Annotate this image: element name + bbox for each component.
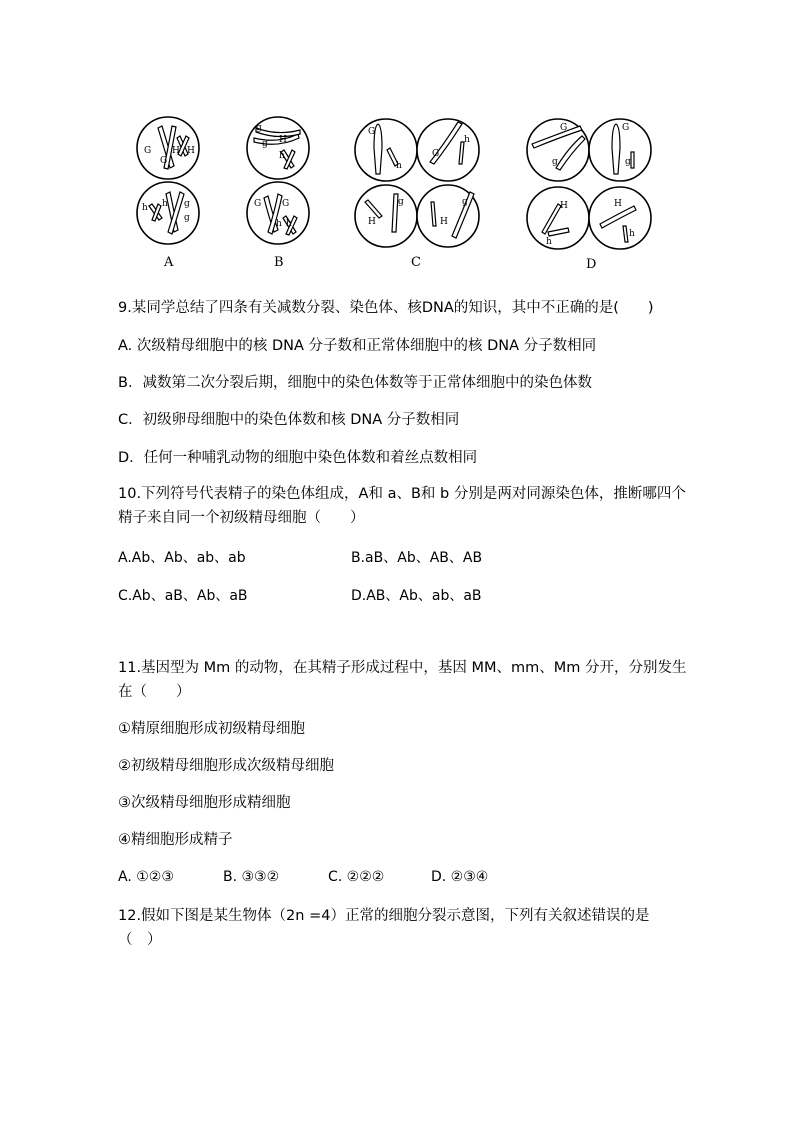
cell-c-top-left	[355, 119, 417, 181]
q11-option-a: A. ①②③	[118, 869, 174, 885]
q9-stem: 9.某同学总结了四条有关减数分裂、染色体、核DNA的知识，其中不正确的是( )	[118, 300, 654, 316]
gene-label: g	[462, 197, 468, 207]
gene-label: G	[144, 146, 152, 156]
figure-label-d: D	[586, 257, 597, 272]
gene-label: h	[396, 161, 402, 171]
gene-label: g	[398, 197, 404, 207]
gene-label: H	[187, 146, 195, 156]
q11-statement-1: ①精原细胞形成初级精母细胞	[118, 721, 305, 737]
gene-label: H	[368, 217, 376, 227]
figure-label-a: A	[164, 255, 174, 270]
q12-stem: 12.假如下图是某生物体（2n =4）正常的细胞分裂示意图，下列有关叙述错误的是 （ ）	[118, 908, 650, 948]
q10-option-c: C.Ab、aB、Ab、aB	[118, 588, 248, 604]
q11-stem: 11.基因型为 Mm 的动物，在其精子形成过程中，基因 MM、mm、Mm 分开，分别发生在（ ）	[118, 660, 687, 700]
gene-label: H	[440, 217, 448, 227]
gene-label: G	[368, 127, 376, 137]
q9-option-b: B．减数第二次分裂后期，细胞中的染色体数等于正常体细胞中的染色体数	[118, 375, 592, 391]
gene-label: h	[162, 199, 168, 209]
gene-label: h	[546, 237, 552, 247]
cell-d-bottom-left	[527, 187, 589, 249]
gene-label: h	[629, 229, 635, 239]
gene-label: g	[552, 157, 558, 167]
q11-statement-3: ③次级精母细胞形成精细胞	[118, 795, 291, 811]
gene-label: G	[282, 199, 290, 209]
q10-option-d: D.AB、Ab、ab、aB	[351, 588, 482, 604]
gene-label: g	[184, 199, 190, 209]
gene-label: g	[262, 139, 268, 149]
figure-group-c	[355, 119, 479, 270]
q9-option-a: A. 次级精母细胞中的核 DNA 分子数和正常体细胞中的核 DNA 分子数相同	[118, 338, 597, 354]
gene-label: h	[279, 151, 285, 161]
q11-option-c: C. ②②②	[328, 869, 385, 885]
q11-statement-2: ②初级精母细胞形成次级精母细胞	[118, 758, 334, 774]
q10-stem: 10.下列符号代表精子的染色体组成，A和 a、B和 b 分别是两对同源染色体，推断哪四个精子来自同一个初级精母细胞（ ）	[118, 486, 686, 526]
gene-label: G	[160, 156, 168, 166]
gene-label: G	[560, 123, 568, 133]
gene-label: G	[432, 149, 440, 159]
gene-label: h	[464, 135, 470, 145]
q9-option-c: C．初级卵母细胞中的染色体数和核 DNA 分子数相同	[118, 412, 460, 428]
cell-c-bottom-left	[355, 185, 417, 247]
gene-label: G	[622, 123, 630, 133]
gene-label: G	[254, 199, 262, 209]
q10-option-b: B.aB、Ab、AB、AB	[351, 550, 483, 566]
q11-option-b: B. ③③②	[223, 869, 280, 885]
gene-label: h	[286, 219, 292, 229]
q11-option-d: D. ②③④	[431, 869, 489, 885]
figure-group-d	[527, 119, 651, 272]
gene-label: g	[256, 123, 262, 133]
gene-label: h	[276, 219, 282, 229]
figure-label-c: C	[411, 255, 421, 270]
gene-label: g	[184, 213, 190, 223]
cell-c-top-right	[417, 119, 479, 181]
meiosis-figure	[128, 108, 668, 278]
q11-statement-4: ④精细胞形成精子	[118, 832, 233, 848]
gene-label: h	[142, 203, 148, 213]
figure-label-b: B	[274, 255, 284, 270]
gene-label: H	[172, 146, 180, 156]
gene-label: H	[279, 135, 287, 145]
figure-group-a	[137, 117, 199, 270]
q9-option-d: D．任何一种哺乳动物的细胞中染色体数和着丝点数相同	[118, 450, 478, 466]
gene-label: g	[625, 157, 631, 167]
q10-option-a: A.Ab、Ab、ab、ab	[118, 550, 246, 566]
gene-label: H	[614, 199, 622, 209]
gene-label: H	[560, 201, 568, 211]
figure-group-b	[247, 117, 309, 270]
